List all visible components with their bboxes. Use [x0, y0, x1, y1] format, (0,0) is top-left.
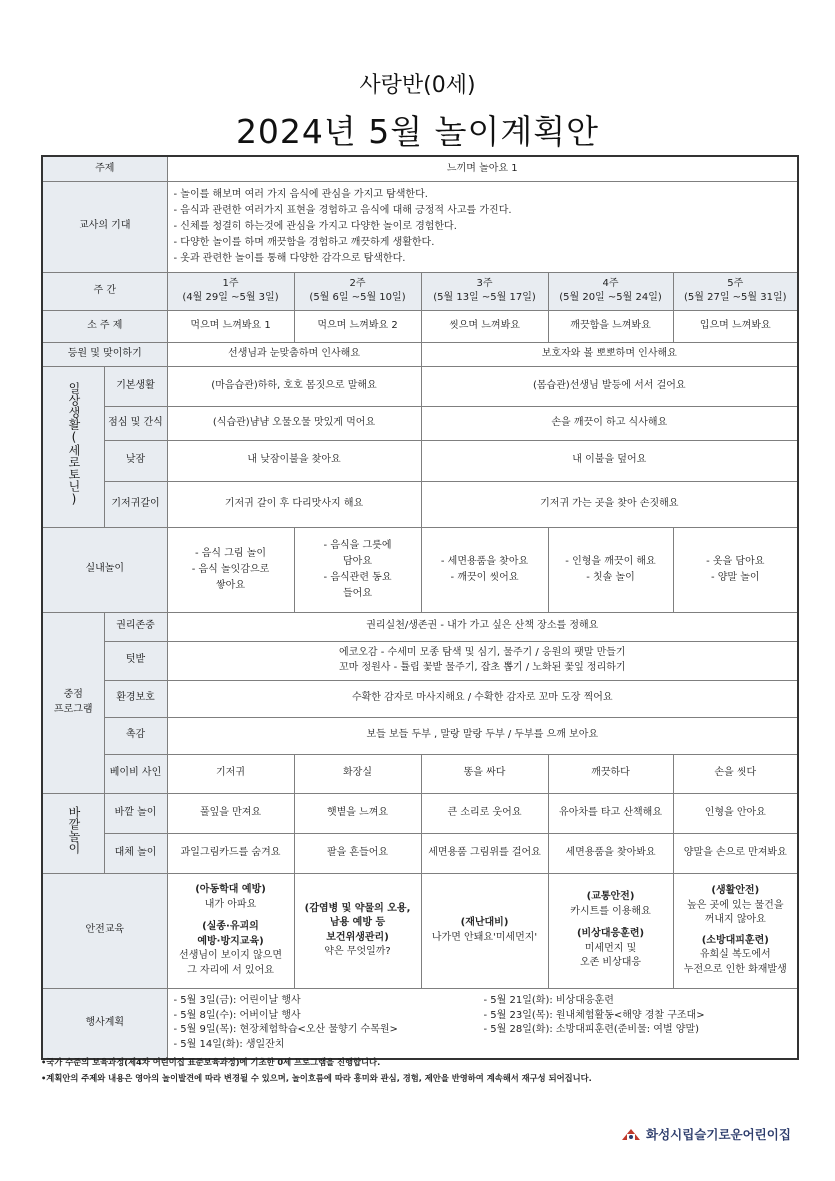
- safety-title: (소방대피훈련): [701, 934, 769, 946]
- safety-title: 남용 예방 등: [329, 917, 386, 928]
- outdoor-cell: 인형을 안아요: [673, 793, 798, 833]
- safety-cell: [548, 873, 673, 988]
- subthemes-label: 소 주 제: [42, 310, 167, 342]
- baby-sign-cell: 기저귀: [167, 754, 294, 793]
- indoor-cell: [421, 527, 548, 612]
- week-cell: [673, 272, 798, 310]
- indoor-line: - 옷을 담아요: [706, 555, 765, 567]
- env-value: 수확한 감자로 마사지해요 / 수확한 감자로 꼬마 도장 찍어요: [167, 680, 798, 717]
- safety-line: 누전으로 인한 화재발생: [683, 963, 787, 975]
- safety-line: 선생님이 보이지 않으면: [179, 950, 282, 961]
- event-item: - 5월 21일(화): 비상대응훈련: [483, 995, 614, 1007]
- garden-value: [167, 641, 798, 680]
- focus-label: 텃밭: [104, 641, 167, 680]
- alt-play-cell: 과일그림카드를 숨겨요: [167, 833, 294, 873]
- outdoor-label: 바깥 놀이: [104, 793, 167, 833]
- alt-play-label: 대체 놀이: [104, 833, 167, 873]
- indoor-line: - 양말 놀이: [710, 571, 760, 583]
- indoor-cell: [673, 527, 798, 612]
- week-cell: [167, 272, 294, 310]
- greeting-row: [42, 342, 798, 366]
- safety-line: 그 자리에 서 있어요: [187, 964, 274, 976]
- daily-first-half: 내 낮잠이불을 찾아요: [167, 440, 421, 481]
- focus-label: 환경보호: [104, 680, 167, 717]
- indoor-line: - 칫솔 놀이: [586, 571, 635, 583]
- subtheme-cell: 입으며 느껴봐요: [673, 310, 798, 342]
- expectations-label: 교사의 기대: [42, 181, 167, 272]
- expectation-item: - 음식과 관련한 여러가지 표현을 경험하고 음식에 대해 긍정적 사고를 가진다.: [173, 204, 512, 216]
- week-name: 4주: [602, 277, 619, 289]
- expectations-list: [167, 181, 798, 272]
- daycare-logo-icon: [620, 1126, 642, 1142]
- indoor-label: 실내놀이: [42, 527, 167, 612]
- daily-label: 점심 및 간식: [104, 406, 167, 440]
- daily-first-half: (식습관)냠냠 오물오물 맛있게 먹어요: [167, 406, 421, 440]
- week-range: (5월 13일 ~5월 17일): [433, 292, 536, 303]
- expectations-row: [42, 181, 798, 272]
- safety-title: (감염병 및 약물의 오용,: [304, 902, 411, 914]
- week-range: (5월 27일 ~5월 31일): [684, 292, 787, 303]
- safety-line: 유희실 복도에서: [699, 949, 771, 960]
- outdoor-row: [42, 793, 798, 833]
- focus-label: 촉감: [104, 717, 167, 754]
- safety-line: 카시트를 이용해요: [570, 905, 651, 917]
- weeks-row: [42, 272, 798, 310]
- alt-play-cell: 세면용품 그림위를 걸어요: [421, 833, 548, 873]
- daily-second-half: (몸습관)선생님 발등에 서서 걸어요: [421, 366, 798, 406]
- daily-second-half: 손을 깨끗이 하고 식사해요: [421, 406, 798, 440]
- greeting-second-half: 보호자와 볼 뽀뽀하며 인사해요: [421, 342, 798, 366]
- safety-cell: [167, 873, 294, 988]
- event-item: - 5월 23일(목): 원내체험활동<해양 경찰 구조대>: [483, 1009, 705, 1021]
- safety-title: 예방·방지교육): [197, 935, 264, 947]
- week-name: 5주: [727, 277, 744, 289]
- subtheme-cell: 씻으며 느껴봐요: [421, 310, 548, 342]
- baby-sign-cell: 깨끗하다: [548, 754, 673, 793]
- week-cell: [421, 272, 548, 310]
- garden-line: 꼬마 정원사 - 튤립 꽃밭 물주기, 잡초 뽑기 / 노화된 꽃잎 정리하기: [338, 661, 626, 673]
- play-plan-table: [41, 155, 799, 1060]
- indoor-line: 담아요: [343, 555, 372, 567]
- focus-row-env: [42, 680, 798, 717]
- focus-row-rights: [42, 612, 798, 641]
- indoor-cell: [548, 527, 673, 612]
- focus-label: 베이비 사인: [104, 754, 167, 793]
- indoor-cell: [294, 527, 421, 612]
- org-name: 화성시립슬기로운어린이집: [646, 1127, 791, 1142]
- alt-play-row: [42, 833, 798, 873]
- event-item: - 5월 8일(수): 어버이날 행사: [173, 1009, 301, 1021]
- theme-value: 느끼며 놀아요 1: [167, 156, 798, 181]
- safety-title: (재난대비): [460, 917, 509, 928]
- safety-line: 나가면 안돼요'미세먼지': [431, 931, 538, 943]
- safety-cell: [673, 873, 798, 988]
- focus-row-baby-sign: [42, 754, 798, 793]
- week-cell: [548, 272, 673, 310]
- event-item: - 5월 28일(화): 소방대피훈련(준비물: 여벌 양말): [483, 1024, 700, 1036]
- indoor-line: 들어요: [343, 587, 372, 599]
- daily-row-nap: [42, 440, 798, 481]
- safety-title: (아동학대 예방): [195, 884, 266, 895]
- week-name: 2주: [349, 277, 366, 289]
- safety-line: 높은 곳에 있는 물건을: [687, 899, 784, 911]
- subtheme-cell: 먹으며 느껴봐요 1: [167, 310, 294, 342]
- safety-line: 약은 무엇일까?: [324, 946, 391, 957]
- subthemes-row: [42, 310, 798, 342]
- safety-line: 내가 아파요: [204, 898, 257, 910]
- baby-sign-cell: 손을 씻다: [673, 754, 798, 793]
- week-cell: [294, 272, 421, 310]
- expectation-item: - 옷과 관련한 놀이를 통해 다양한 감각으로 탐색한다.: [173, 252, 406, 264]
- safety-title: (생활안전): [711, 885, 760, 896]
- daily-row-meal: [42, 406, 798, 440]
- subtheme-cell: 먹으며 느껴봐요 2: [294, 310, 421, 342]
- event-item: - 5월 3일(금): 어린이날 행사: [173, 995, 301, 1007]
- alt-play-cell: 양말을 손으로 만져봐요: [673, 833, 798, 873]
- baby-sign-cell: 똥을 싸다: [421, 754, 548, 793]
- daily-second-half: 내 이불을 덮어요: [421, 440, 798, 481]
- safety-line: 오존 비상대응: [579, 957, 642, 969]
- safety-line: 미세먼지 및: [584, 942, 637, 954]
- week-name: 1주: [222, 277, 239, 289]
- daily-label: 기저귀갈이: [104, 481, 167, 527]
- class-name: 사랑반(0세): [359, 73, 476, 98]
- week-name: 3주: [476, 277, 493, 289]
- week-range: (5월 20일 ~5월 24일): [559, 292, 662, 303]
- indoor-row: [42, 527, 798, 612]
- safety-cell: [421, 873, 548, 988]
- daily-first-half: (마음습관)하하, 호호 몸짓으로 말해요: [167, 366, 421, 406]
- outdoor-group-label: 바깥놀이: [42, 793, 104, 873]
- safety-cell: [294, 873, 421, 988]
- footnote: •계획안의 주제와 내용은 영아의 놀이발견에 따라 변경될 수 있으며, 놀이흐름에 따라 흥미와 관심, 경험, 제안을 반영하여 계속해서 재구성 되어집니다.: [41, 1073, 592, 1083]
- safety-title: (비상대응훈련): [576, 928, 645, 940]
- safety-label: 안전교육: [42, 873, 167, 988]
- touch-value: 보들 보들 두부 , 말랑 말랑 두부 / 두부를 으깨 보아요: [167, 717, 798, 754]
- indoor-line: - 음식 그림 놀이: [194, 547, 267, 559]
- weeks-label: 주 간: [42, 272, 167, 310]
- outdoor-cell: 햇볕을 느껴요: [294, 793, 421, 833]
- safety-title: 보건위생관리): [326, 931, 389, 943]
- event-item: - 5월 9일(목): 현장체험학습<오산 물향기 수목원>: [173, 1024, 398, 1036]
- indoor-line: 쌓아요: [216, 579, 245, 591]
- outdoor-cell: 큰 소리로 웃어요: [421, 793, 548, 833]
- expectation-item: - 다양한 놀이를 하며 깨끗함을 경험하고 깨끗하게 생활한다.: [173, 236, 435, 248]
- safety-title: (실종·유괴의: [202, 921, 259, 932]
- events-cell: [167, 988, 798, 1059]
- indoor-line: - 음식관련 동요: [323, 571, 392, 583]
- org-logo: [620, 1124, 791, 1144]
- events-row: [42, 988, 798, 1059]
- safety-line: 꺼내지 않아요: [704, 914, 766, 925]
- indoor-cell: [167, 527, 294, 612]
- daily-label: 낮잠: [104, 440, 167, 481]
- alt-play-cell: 팔을 흔들어요: [294, 833, 421, 873]
- garden-line: 에코오감 - 수세미 모종 탐색 및 심기, 물주기 / 응원의 팻말 만들기: [338, 647, 626, 658]
- baby-sign-cell: 화장실: [294, 754, 421, 793]
- alt-play-cell: 세면용품을 찾아봐요: [548, 833, 673, 873]
- footnote: •국가 수준의 보육과정(제4차 어린이집 표준보육과정)에 기초한 0세 프로그램을 진행합니다.: [41, 1057, 381, 1067]
- safety-title: (교통안전): [586, 891, 635, 903]
- daily-first-half: 기저귀 갈이 후 다리맛사지 해요: [167, 481, 421, 527]
- indoor-line: - 음식을 그릇에: [323, 539, 392, 551]
- plan-title: 2024년 5월 놀이계획안: [235, 112, 600, 151]
- safety-row: [42, 873, 798, 988]
- focus-row-garden: [42, 641, 798, 680]
- week-range: (4월 29일 ~5월 3일): [182, 292, 279, 303]
- event-item: - 5월 14일(화): 생일잔치: [173, 1038, 285, 1050]
- events-left-list: [174, 994, 484, 1052]
- daily-second-half: 기저귀 가는 곳을 찾아 손짓해요: [421, 481, 798, 527]
- focus-group-label: 중점 프로그램: [42, 612, 104, 793]
- indoor-line: - 음식 놀잇감으로: [191, 563, 270, 575]
- subtheme-cell: 깨끗함을 느껴봐요: [548, 310, 673, 342]
- outdoor-cell: 유아차를 타고 산책해요: [548, 793, 673, 833]
- indoor-line: - 깨끗이 씻어요: [450, 571, 519, 583]
- greeting-first-half: 선생님과 눈맞춤하며 인사해요: [167, 342, 421, 366]
- daily-row-diaper: [42, 481, 798, 527]
- events-right-list: [484, 994, 705, 1052]
- week-range: (5월 6일 ~5월 10일): [309, 292, 406, 303]
- daily-label: 기본생활: [104, 366, 167, 406]
- indoor-line: - 인형을 깨끗이 해요: [565, 555, 656, 567]
- focus-label: 권리존중: [104, 612, 167, 641]
- theme-row: [42, 156, 798, 181]
- greeting-label: 등원 및 맞이하기: [42, 342, 167, 366]
- rights-value: 권리실천/생존권 - 내가 가고 싶은 산책 장소를 정해요: [167, 612, 798, 641]
- theme-label: 주제: [42, 156, 167, 181]
- focus-row-touch: [42, 717, 798, 754]
- outdoor-cell: 풀잎을 만져요: [167, 793, 294, 833]
- expectation-item: - 신체를 청결히 하는것에 관심을 가지고 다양한 놀이로 경험한다.: [173, 220, 457, 232]
- events-label: 행사계획: [42, 988, 167, 1059]
- indoor-line: - 세면용품을 찾아요: [440, 555, 529, 567]
- expectation-item: - 놀이를 해보며 여러 가지 음식에 관심을 가지고 탐색한다.: [173, 188, 428, 200]
- daily-row-basic: [42, 366, 798, 406]
- daily-group-label: 일상생활(세로토닌): [42, 366, 104, 527]
